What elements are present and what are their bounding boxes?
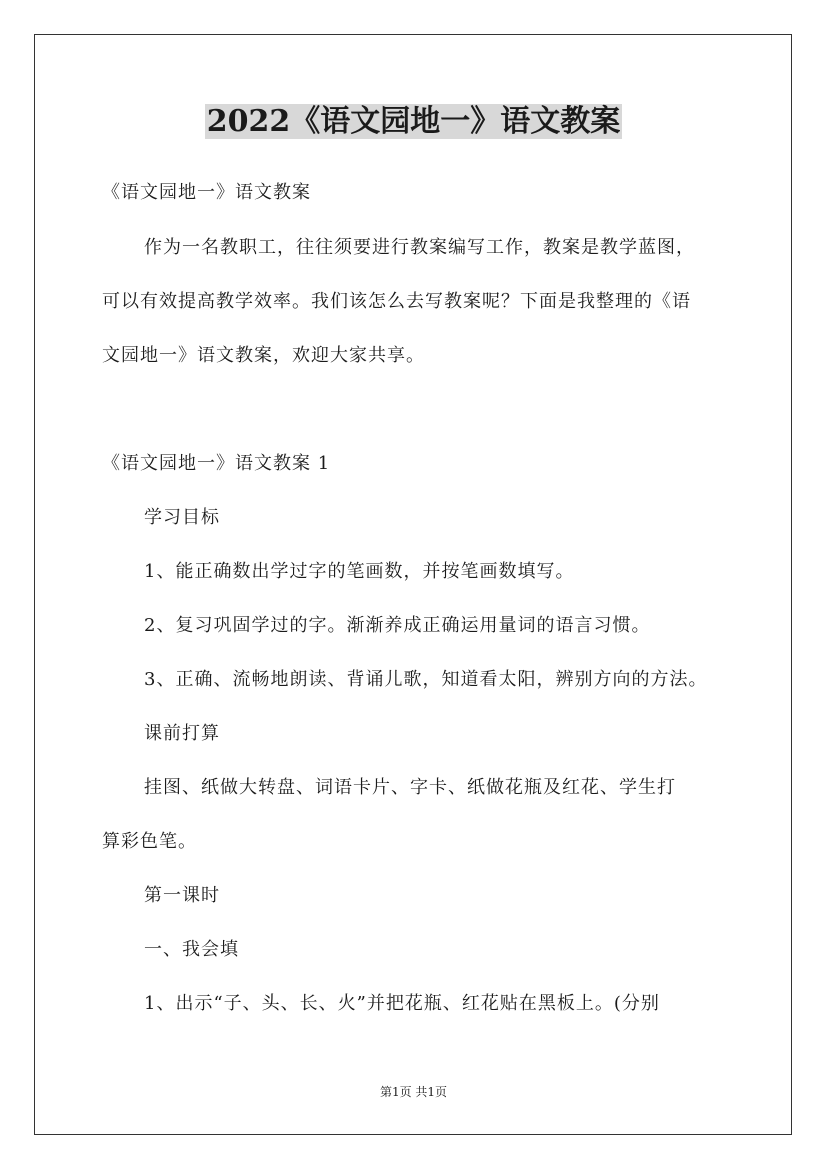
section-heading: 《语文园地一》语文教案 1 bbox=[102, 453, 331, 474]
intro-line-1: 作为一名教职工，往往须要进行教案编写工作，教案是教学蓝图， bbox=[144, 237, 695, 258]
prep-line-1: 挂图、纸做大转盘、词语卡片、字卡、纸做花瓶及红花、学生打 bbox=[144, 777, 676, 798]
part-heading: 一、我会填 bbox=[144, 939, 239, 960]
document-title-text: 2022《语文园地一》语文教案 bbox=[206, 104, 621, 139]
goal-item-3: 3、正确、流畅地朗读、背诵儿歌，知道看太阳，辨别方向的方法。 bbox=[144, 669, 708, 690]
document-subtitle: 《语文园地一》语文教案 bbox=[102, 182, 311, 203]
page-footer: 第1页 共1页 bbox=[379, 1085, 448, 1099]
goals-heading: 学习目标 bbox=[144, 507, 220, 528]
step-line-1: 1、出示“子、头、长、火”并把花瓶、红花贴在黑板上。(分别 bbox=[144, 993, 660, 1014]
lesson-heading: 第一课时 bbox=[144, 885, 220, 906]
prep-heading: 课前打算 bbox=[144, 723, 220, 744]
document-title bbox=[0, 100, 827, 144]
prep-line-2: 算彩色笔。 bbox=[102, 831, 197, 852]
goal-item-2: 2、复习巩固学过的字。渐渐养成正确运用量词的语言习惯。 bbox=[144, 615, 651, 636]
goal-item-1: 1、能正确数出学过字的笔画数，并按笔画数填写。 bbox=[144, 561, 575, 582]
intro-line-2: 可以有效提高教学效率。我们该怎么去写教案呢？下面是我整理的《语 bbox=[102, 291, 691, 312]
intro-line-3: 文园地一》语文教案，欢迎大家共享。 bbox=[102, 345, 425, 366]
